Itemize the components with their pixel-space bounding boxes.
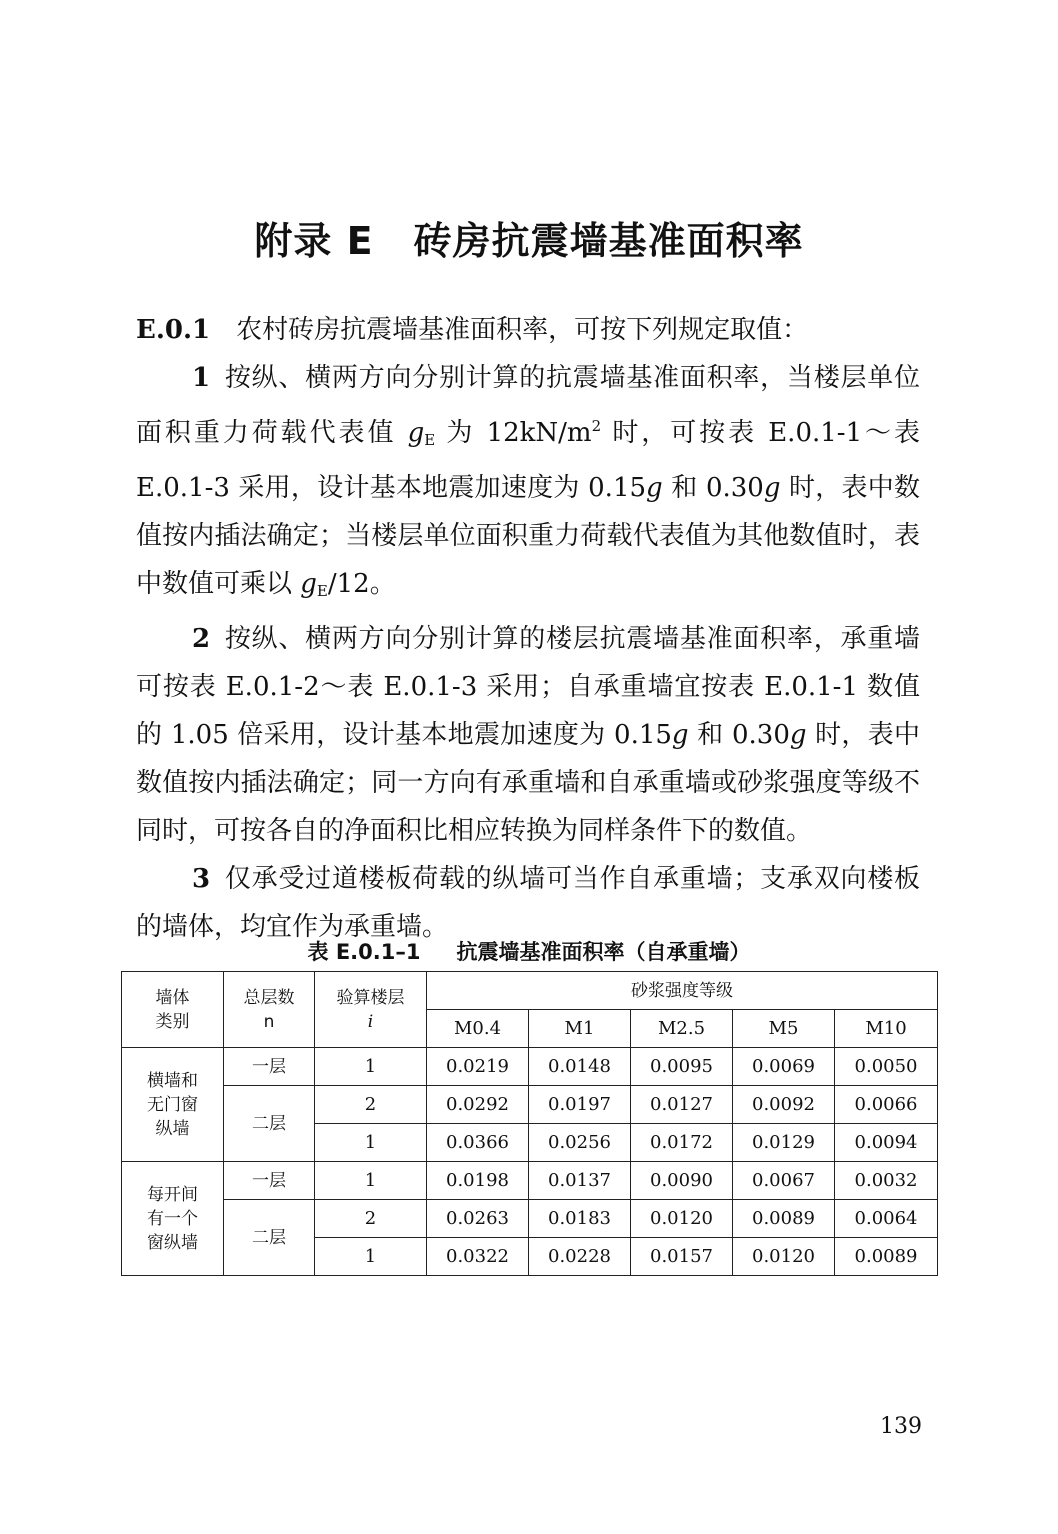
table-caption [0, 936, 1058, 966]
header-grade: M2.5 [631, 1010, 733, 1048]
check-floor-cell: 1 [315, 1162, 427, 1200]
value-cell: 0.0256 [529, 1124, 631, 1162]
total-floors-cell: 二层 [224, 1200, 315, 1276]
value-cell: 0.0157 [631, 1238, 733, 1276]
value-cell: 0.0064 [835, 1200, 938, 1238]
value-cell: 0.0069 [733, 1048, 835, 1086]
clause-text: 农村砖房抗震墙基准面积率，可按下列规定取值： [236, 315, 809, 345]
check-floor-cell: 2 [315, 1200, 427, 1238]
value-cell: 0.0129 [733, 1124, 835, 1162]
table-row [122, 1200, 938, 1238]
value-cell: 0.0137 [529, 1162, 631, 1200]
wall-type-line: 每开间 [147, 1184, 198, 1205]
item-2-paragraph [136, 615, 920, 855]
value-cell: 0.0172 [631, 1124, 733, 1162]
table-caption-number: 表 E.0.1–1 [307, 940, 421, 964]
header-wall-type-line1: 墙体 [155, 987, 190, 1008]
value-cell: 0.0050 [835, 1048, 938, 1086]
header-check-floor-symbol: i [367, 1011, 374, 1032]
g-symbol: g [407, 418, 425, 448]
wall-type-line: 有一个 [147, 1208, 198, 1229]
wall-type-line: 纵墙 [155, 1118, 190, 1139]
item-1-text-b: 为 12kN/m [435, 418, 592, 448]
value-cell: 0.0094 [835, 1124, 938, 1162]
item-1-text-c: 时，可按表 E.0.1-1～表 E.0.1-3 采用，设计基本地震加速度为 0.15 [136, 418, 920, 503]
clause-e-0-1 [136, 306, 920, 354]
value-cell: 0.0089 [835, 1238, 938, 1276]
value-cell: 0.0090 [631, 1162, 733, 1200]
g-subscript: E [316, 582, 328, 600]
g-symbol: g [646, 473, 663, 503]
value-cell: 0.0292 [427, 1086, 529, 1124]
page-number: 139 [880, 1414, 922, 1439]
header-check-floor [315, 972, 427, 1048]
g-symbol: g [763, 473, 781, 503]
item-2-text-c: 时，表中数值按内插法确定；同一方向有承重墙和自承重墙或砂浆强度等级不同时，可按各自的净面积比相应转换为同样条件下的数值。 [136, 720, 920, 846]
g-symbol: g [671, 720, 689, 750]
value-cell: 0.0183 [529, 1200, 631, 1238]
item-1-paragraph [136, 354, 920, 615]
total-floors-cell: 一层 [224, 1048, 315, 1086]
total-floors-cell: 一层 [224, 1162, 315, 1200]
body-text [136, 306, 920, 951]
item-1-text-f: /12。 [327, 569, 396, 599]
header-grade: M10 [835, 1010, 938, 1048]
wall-type-cell [122, 1162, 224, 1276]
item-1-text-a: 按纵、横两方向分别计算的抗震墙基准面积率，当楼层单位面积重力荷载代表值 [136, 363, 920, 448]
value-cell: 0.0322 [427, 1238, 529, 1276]
value-cell: 0.0219 [427, 1048, 529, 1086]
value-cell: 0.0092 [733, 1086, 835, 1124]
header-total-floors [224, 972, 315, 1048]
value-cell: 0.0263 [427, 1200, 529, 1238]
base-area-ratio-table [121, 971, 938, 1276]
check-floor-cell: 1 [315, 1048, 427, 1086]
table-row [122, 1086, 938, 1124]
header-wall-type [122, 972, 224, 1048]
value-cell: 0.0366 [427, 1124, 529, 1162]
value-cell: 0.0089 [733, 1200, 835, 1238]
value-cell: 0.0127 [631, 1086, 733, 1124]
check-floor-cell: 1 [315, 1124, 427, 1162]
value-cell: 0.0148 [529, 1048, 631, 1086]
value-cell: 0.0198 [427, 1162, 529, 1200]
item-2-text-b: 和 0.30 [688, 720, 790, 750]
value-cell: 0.0066 [835, 1086, 938, 1124]
header-grade: M0.4 [427, 1010, 529, 1048]
value-cell: 0.0032 [835, 1162, 938, 1200]
item-2-number: 2 [192, 624, 211, 654]
unit-superscript: 2 [591, 417, 602, 435]
appendix-title [0, 210, 1058, 265]
header-total-floors-symbol: n [263, 1011, 275, 1032]
appendix-title-text: 砖房抗震墙基准面积率 [413, 219, 804, 263]
header-check-floor-line1: 验算楼层 [336, 987, 405, 1008]
table-header-row-1 [122, 972, 938, 1010]
header-mortar-grade: 砂浆强度等级 [427, 972, 938, 1010]
item-2-text-a: 按纵、横两方向分别计算的楼层抗震墙基准面积率，承重墙可按表 E.0.1-2～表 E.0.1-3 采用；自承重墙宜按表 E.0.1-1 数值的 1.05 倍采用，设计基本地震加速度为 0.15 [136, 624, 920, 750]
g-subscript: E [424, 431, 436, 449]
wall-type-line: 无门窗 [147, 1094, 198, 1115]
header-total-floors-line1: 总层数 [243, 987, 295, 1008]
header-wall-type-line2: 类别 [155, 1011, 190, 1032]
table-caption-title: 抗震墙基准面积率（自承重墙） [456, 940, 751, 964]
value-cell: 0.0095 [631, 1048, 733, 1086]
appendix-label: 附录 E [254, 219, 374, 263]
g-symbol: g [789, 720, 807, 750]
value-cell: 0.0120 [631, 1200, 733, 1238]
g-symbol: g [300, 569, 317, 599]
check-floor-cell: 1 [315, 1238, 427, 1276]
wall-type-line: 窗纵墙 [147, 1232, 198, 1253]
wall-type-line: 横墙和 [147, 1070, 198, 1091]
header-grade: M5 [733, 1010, 835, 1048]
value-cell: 0.0120 [733, 1238, 835, 1276]
item-1-number: 1 [192, 363, 211, 393]
item-1-text-d: 和 0.30 [662, 473, 764, 503]
wall-type-cell [122, 1048, 224, 1162]
value-cell: 0.0228 [529, 1238, 631, 1276]
clause-number: E.0.1 [136, 315, 211, 345]
header-grade: M1 [529, 1010, 631, 1048]
value-cell: 0.0067 [733, 1162, 835, 1200]
item-3-text: 仅承受过道楼板荷载的纵墙可当作自承重墙；支承双向楼板的墙体，均宜作为承重墙。 [136, 864, 920, 942]
value-cell: 0.0197 [529, 1086, 631, 1124]
item-3-number: 3 [192, 864, 211, 894]
table-row [122, 1048, 938, 1086]
total-floors-cell: 二层 [224, 1086, 315, 1162]
item-1-text-e: 时，表中数值按内插法确定；当楼层单位面积重力荷载代表值为其他数值时，表中数值可乘以 [136, 473, 921, 599]
check-floor-cell: 2 [315, 1086, 427, 1124]
table-row [122, 1162, 938, 1200]
